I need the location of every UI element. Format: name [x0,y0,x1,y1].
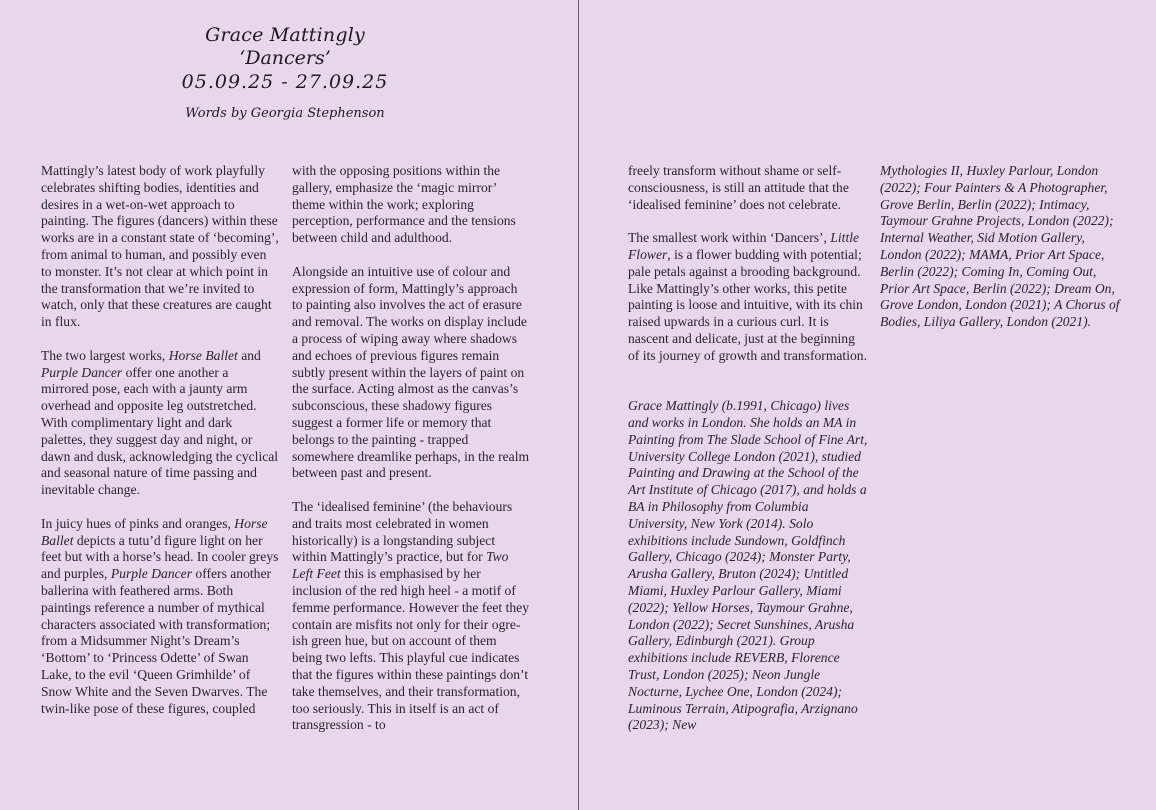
text-run: The two largest works, [41,347,169,363]
paragraph [41,516,279,718]
text-run: depicts a tutu’d figure light on her feet but with a horse’s head. In cooler greys and purples, [41,532,279,582]
paragraph [41,348,279,499]
text-run: The ‘idealised feminine’ (the behaviours and traits most celebrated in women historically) is a longstanding subject within Mattingly’s practice, but for [292,498,513,565]
spacer [628,381,868,398]
paragraph: Mattingly’s latest body of work playfully celebrates shifting bodies, identities and desires in a wet-on-wet approach to painting. The figures (dancers) within these works are in a constant state of ‘becoming’, from animal to human, and possibly even to monster. It’s not clear at which point in the transformation that we’re invited to watch, only that these creatures are caught in flux. [41,163,279,330]
text-column-4 [880,163,1120,348]
artwork-title: Horse Ballet [41,515,268,548]
paragraph [292,499,530,734]
exhibition-dates: 05.09.25 - 27.09.25 [181,71,389,93]
artist-bio: Grace Mattingly (b.1991, Chicago) lives and works in London. She holds an MA in Painting from The Slade School of Fine Art, University College London (2021), studied Painting and Drawing at the School of the Art Institute of Chicago (2017), and holds a BA in Philosophy from Columbia University, New York (2014). Solo exhibitions include Sundown, Goldfinch Gallery, Chicago (2024); Monster Party, Arusha Gallery, Bruton (2024); Untitled Miami, Huxley Parlour Gallery, Miami (2022); Yellow Horses, Taymour Grahne, London (2022); Secret Sunshines, Arusha Gallery, Edinburgh (2021). Group exhibitions include REVERB, Florence Trust, London (2025); Neon Jungle Nocturne, Lychee One, London (2024); Luminous Terrain, Atipografia, Arzignano (2023); New [628,398,868,733]
artist-bio-continued: Mythologies II, Huxley Parlour, London (2022); Four Painters & A Photographer, Grove Berlin, Berlin (2022); Intimacy, Taymour Grahne Projects, London (2022); Internal Weather, Sid Motion Gallery, London (2022); MAMA, Prior Art Space, Berlin (2022); Coming In, Coming Out, Prior Art Space, Berlin (2022); Dream On, Grove London, London (2021); A Chorus of Bodies, Liliya Gallery, London (2021). [880,163,1120,330]
artwork-title: Horse Ballet [168,347,238,363]
byline: Words by Georgia Stephenson [185,106,385,121]
paragraph: freely transform without shame or self-consciousness, is still an attitude that the ‘idealised feminine’ does not celebrate. [628,163,849,212]
text-run: and [237,347,261,363]
paragraph: with the opposing positions within the gallery, emphasize the ‘magic mirror’ theme within the work; exploring perception, performance and the tensions between child and adulthood. [292,163,516,246]
text-run: offer one another a mirrored pose, each with a jaunty arm overhead and opposite leg outstretched. With complimentary light and dark palettes, they suggest day and night, or dawn and dusk, acknowledging the cyclical and seasonal nature of time passing and inevitable change. [41,364,279,498]
text-column-1 [41,163,279,734]
text-run: In juicy hues of pinks and oranges, [41,515,235,531]
text-column-3 [628,163,868,751]
artwork-title: Two Left Feet [292,549,509,582]
text-run: The smallest work within ‘Dancers’, [628,230,831,246]
artwork-title: Little Flower [628,230,860,262]
page-spine-divider [578,0,579,810]
exhibition-header [150,24,420,123]
text-run: offers another ballerina with feathered arms. Both paintings reference a number of mythical characters associated with transformation; from a Midsummer Night’s Dream’s ‘Bottom’ to ‘Princess Odette’ of Swan Lake, to the evil ‘Queen Grimhilde’ of Snow White and the Seven Dwarves. The twin-like pose of these figures, coupled [41,566,272,716]
exhibition-title: ‘Dancers’ [239,47,331,69]
artwork-title: Purple Dancer [110,566,193,582]
artist-name: Grace Mattingly [205,24,365,46]
paragraph [628,230,868,364]
text-column-2 [292,163,530,751]
paragraph: Alongside an intuitive use of colour and expression of form, Mattingly’s approach to painting also involves the act of erasure and removal. The works on display include a process of wiping away where shadows and echoes of previous figures remain subtly present within the layers of paint on the surface. Acting almost as the canvas’s subconscious, these shadowy figures suggest a former life or memory that belongs to the painting - trapped somewhere dreamlike perhaps, in the realm between past and present. [292,263,530,481]
artwork-title: Purple Dancer [41,364,123,380]
text-run: this is emphasised by her inclusion of the red high heel - a motif of femme performance. However the feet they contain are misfits not only for their ogre-ish green hue, but on account of them being two lefts. This playful cue indicates that the figures within these paintings don’t take themselves, and their transformation, too seriously. This in itself is an act of transgression - to [292,566,530,733]
text-run: , is a flower budding with potential; pale petals against a brooding background. Like Mattingly’s other works, this petite painting is loose and intuitive, with its chin raised upwards in a curious curl. It is nascent and delicate, just at the beginning of its journey of growth and transformation. [628,246,867,363]
